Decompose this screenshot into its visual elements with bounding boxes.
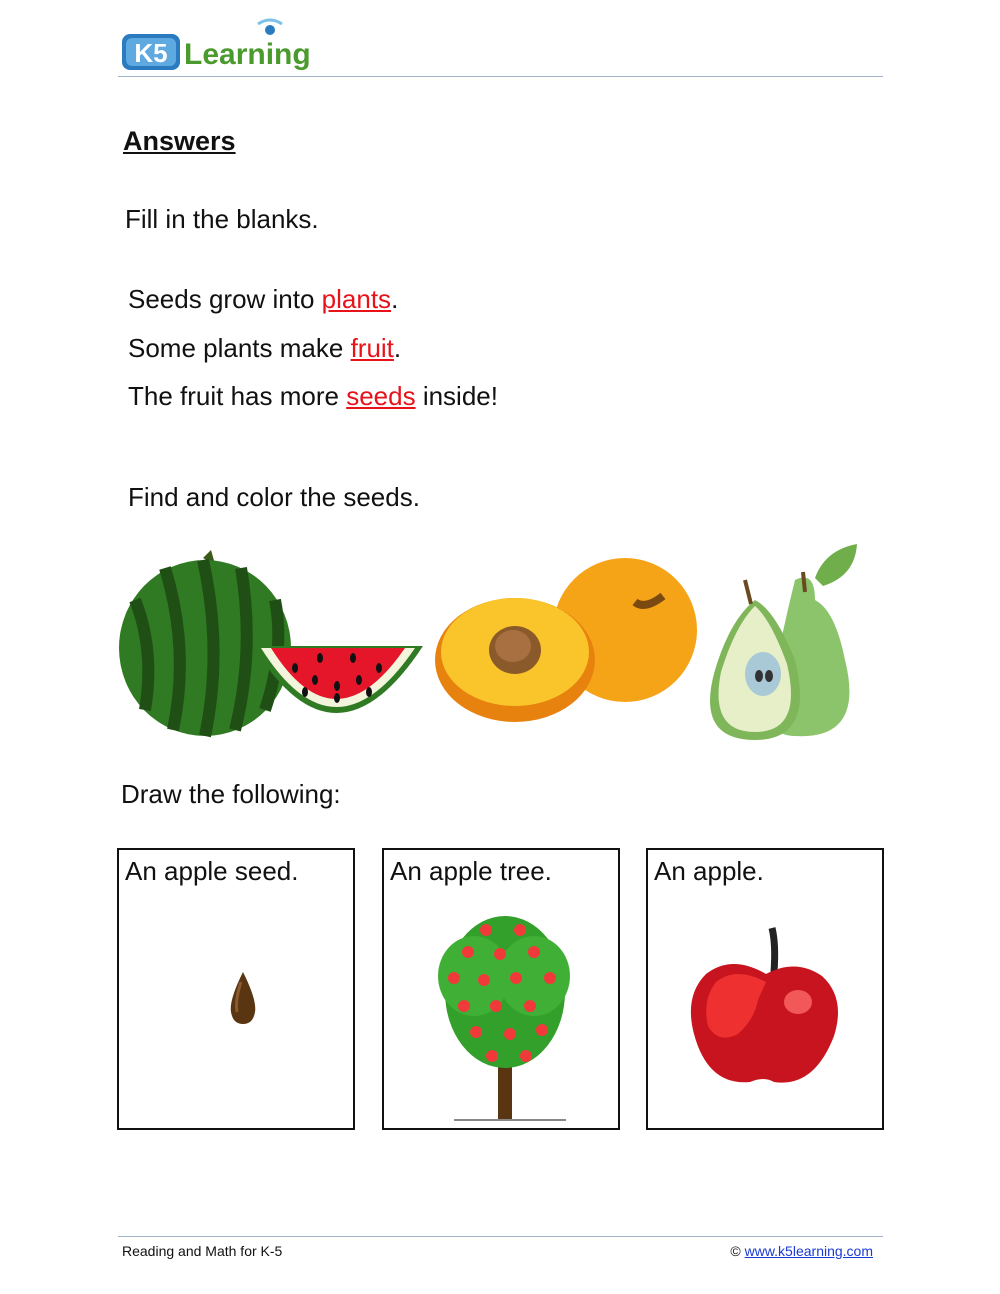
sentence-3	[128, 381, 498, 412]
answer-word: plants	[321, 284, 392, 314]
answer-word: seeds	[346, 381, 416, 411]
apple-seed-icon	[227, 970, 259, 1026]
draw-box-apple[interactable]	[646, 848, 884, 1130]
copyright-symbol: ©	[730, 1243, 741, 1259]
watermelon-icon	[119, 550, 423, 736]
draw-box-label: An apple seed.	[125, 856, 299, 886]
draw-instruction: Draw the following:	[121, 779, 341, 809]
footer-rule	[118, 1236, 883, 1237]
apple-tree-icon	[434, 906, 576, 1126]
peach-icon	[435, 558, 697, 722]
footer-tagline: Reading and Math for K-5	[122, 1243, 283, 1259]
draw-box-label: An apple.	[654, 856, 764, 886]
sentence-text: inside!	[415, 381, 498, 411]
sentence-2	[128, 333, 401, 364]
answer-word: fruit	[350, 333, 394, 363]
color-seeds-instruction: Find and color the seeds.	[128, 482, 420, 512]
page-title: Answers	[123, 126, 236, 156]
apple-icon	[688, 924, 844, 1090]
sentence-text: .	[391, 284, 399, 314]
draw-box-apple-tree[interactable]	[382, 848, 620, 1130]
draw-box-label: An apple tree.	[390, 856, 552, 886]
sentence-text: Some plants make	[128, 333, 351, 363]
draw-box-apple-seed[interactable]	[117, 848, 355, 1130]
pear-icon	[710, 544, 857, 740]
header-rule	[118, 76, 883, 77]
sentence-text: Seeds grow into	[128, 284, 322, 314]
k5-learning-logo	[118, 18, 338, 80]
footer-copyright	[730, 1243, 873, 1259]
logo-k5-text: K5	[134, 38, 168, 68]
sentence-text: .	[393, 333, 402, 363]
sentence-text: The fruit has more	[128, 381, 347, 411]
fruits-illustration	[115, 540, 890, 745]
website-link[interactable]: www.k5learning.com	[744, 1243, 873, 1259]
sentence-1	[128, 284, 398, 315]
logo-word-text: Learning	[184, 38, 311, 71]
fill-blanks-instruction: Fill in the blanks.	[125, 204, 319, 234]
logo-figure-icon	[265, 25, 275, 35]
